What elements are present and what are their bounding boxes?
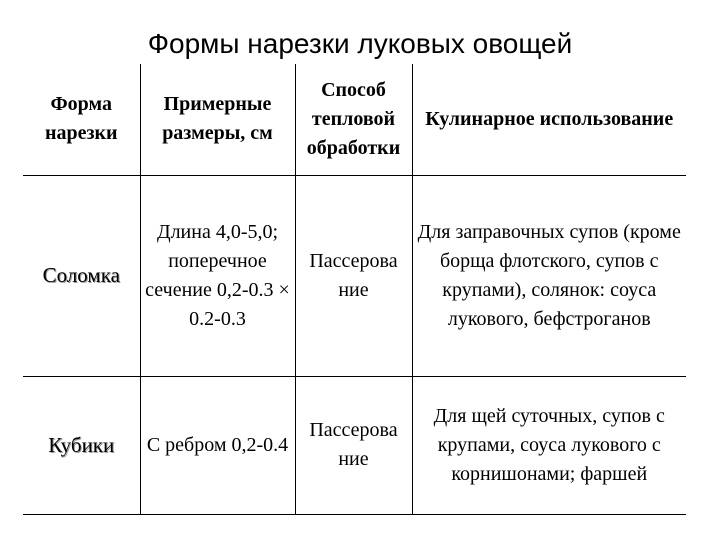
cutting-forms-table <box>23 64 686 515</box>
cell-method: Пассерова ние <box>295 175 412 376</box>
cell-form: Кубики <box>23 376 140 514</box>
page-title: Формы нарезки луковых овощей <box>147 28 573 59</box>
header-form: Форма нарезки <box>23 64 140 175</box>
cell-size: Длина 4,0-5,0; поперечное сечение 0,2-0.3 × 0.2-0.3 <box>140 175 295 376</box>
cell-form: Соломка <box>23 175 140 376</box>
table-row <box>23 376 686 514</box>
cell-size: С ребром 0,2-0.4 <box>140 376 295 514</box>
header-method: Способ тепловой обработки <box>295 64 412 175</box>
cell-method: Пассерова ние <box>295 376 412 514</box>
header-use: Кулинарное использование <box>412 64 686 175</box>
cell-use: Для щей суточных, супов с крупами, соуса лукового с корнишонами; фаршей <box>412 376 686 514</box>
header-size: Примерные размеры, см <box>140 64 295 175</box>
table-row <box>23 175 686 376</box>
cell-use: Для заправочных супов (кроме борща флотского, супов с крупами), солянок: соуса лукового, бефстроганов <box>412 175 686 376</box>
table-header-row <box>23 64 686 175</box>
